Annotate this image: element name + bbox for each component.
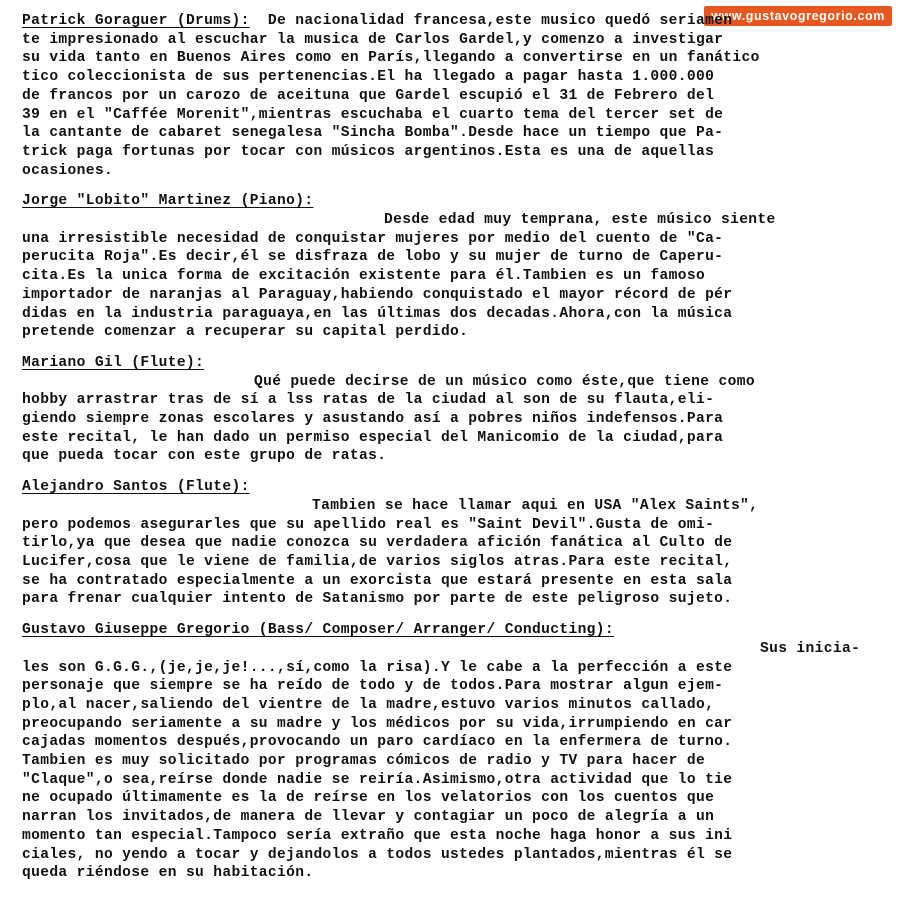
bio-section-alejandro <box>22 478 878 609</box>
website-watermark: www.gustavogregorio.com <box>704 6 892 26</box>
bio-line: cita.Es la unica forma de excitación existente para él.Tambien es un famoso <box>22 268 706 285</box>
bio-line: su vida tanto en Buenos Aires como en París,llegando a convertirse en un fanático <box>22 50 760 67</box>
bio-line: para frenar cualquier intento de Satanismo por parte de este peligroso sujeto. <box>22 591 733 608</box>
bio-line: ne ocupado últimamente es la de reírse en los velatorios con los cuentos que <box>22 790 715 807</box>
bio-heading-line <box>22 192 878 211</box>
bio-heading-line <box>22 621 878 640</box>
bio-line: que pueda tocar con este grupo de ratas. <box>22 448 387 465</box>
bio-line: cajadas momentos después,provocando un paro cardíaco en la enfermera de turno. <box>22 734 733 751</box>
bio-heading-gustavo: Gustavo Giuseppe Gregorio (Bass/ Composer/ Arranger/ Conducting): <box>22 622 614 639</box>
bio-heading-line <box>22 12 878 31</box>
bio-line: se ha contratado especialmente a un exorcista que estará presente en esta sala <box>22 572 733 589</box>
bio-line: didas en la industria paraguaya,en las últimas dos decadas.Ahora,con la música <box>22 305 733 322</box>
bio-heading-jorge: Jorge "Lobito" Martinez (Piano): <box>22 193 314 210</box>
bio-first-line: Desde edad muy temprana, este músico siente <box>384 212 776 229</box>
bio-line: pero podemos asegurarles que su apellido real es "Saint Devil".Gusta de omi- <box>22 516 715 533</box>
bio-line: ciales, no yendo a tocar y dejandolos a todos ustedes plantados,mientras él se <box>22 846 733 863</box>
bio-line: importador de naranjas al Paraguay,habiendo conquistado el mayor récord de pér <box>22 286 733 303</box>
bio-line: tico coleccionista de sus pertenencias.El ha llegado a pagar hasta 1.000.000 <box>22 69 715 86</box>
bio-line: les son G.G.G.,(je,je,je!...,sí,como la risa).Y le cabe a la perfección a este <box>22 659 733 676</box>
bio-line: este recital, le han dado un permiso especial del Manicomio de la ciudad,para <box>22 429 724 446</box>
bio-line: Lucifer,cosa que le viene de familia,de varios siglos atras.Para este recital, <box>22 553 733 570</box>
bio-first-line: Sus inicia- <box>760 640 861 657</box>
bio-line: momento tan especial.Tampoco sería extraño que esta noche haga honor a sus ini <box>22 827 733 844</box>
bio-line: perucita Roja".Es decir,él se disfraza de lobo y su mujer de turno de Caperu- <box>22 249 724 266</box>
bio-line: hobby arrastrar tras de sí a lss ratas de la ciudad al son de su flauta,eli- <box>22 392 715 409</box>
bio-line: tirlo,ya que desea que nadie conozca su verdadera afición fanática al Culto de <box>22 535 733 552</box>
bio-line: la cantante de cabaret senegalesa "Sincha Bomba".Desde hace un tiempo que Pa- <box>22 125 724 142</box>
bio-line: preocupando seriamente a su madre y los médicos por su vida,irrumpiendo en car <box>22 715 733 732</box>
bio-heading-patrick: Patrick Goraguer (Drums): <box>22 13 250 29</box>
bio-line: queda riéndose en su habitación. <box>22 865 314 882</box>
bio-line: Tambien es muy solicitado por programas cómicos de radio y TV para hacer de <box>22 753 706 770</box>
bio-line: trick paga fortunas por tocar con músicos argentinos.Esta es una de aquellas <box>22 143 715 160</box>
bio-section-patrick <box>22 12 878 180</box>
bio-section-mariano <box>22 354 878 466</box>
bio-heading-mariano: Mariano Gil (Flute): <box>22 354 205 371</box>
bio-line: narran los invitados,de manera de llevar y contagiar un poco de alegría a un <box>22 809 715 826</box>
bio-heading-line <box>22 354 878 373</box>
bio-first-line: Tambien se hace llamar aqui en USA "Alex Saints", <box>312 497 759 514</box>
bio-heading-alejandro: Alejandro Santos (Flute): <box>22 479 250 496</box>
bio-first-line: Qué puede decirse de un músico como éste,que tiene como <box>254 373 755 390</box>
bio-line: pretende comenzar a recuperar su capital perdido. <box>22 324 469 341</box>
bio-line: una irresistible necesidad de conquistar mujeres por medio del cuento de "Ca- <box>22 230 724 247</box>
bio-line: te impresionado al escuchar la musica de Carlos Gardel,y comenzo a investigar <box>22 31 724 48</box>
bio-line: de francos por un carozo de aceituna que Gardel escupió el 31 de Febrero del <box>22 87 715 104</box>
bio-heading-line <box>22 478 878 497</box>
bio-line: "Claque",o sea,reírse donde nadie se reiría.Asimismo,otra actividad que lo tie <box>22 771 733 788</box>
bio-line: ocasiones. <box>22 162 114 179</box>
bio-line: plo,al nacer,saliendo del vientre de la madre,estuvo varios minutos callado, <box>22 696 715 713</box>
bio-section-jorge <box>22 192 878 342</box>
bio-line: personaje que siempre se ha reído de todo y de todos.Para mostrar algun ejem- <box>22 678 724 695</box>
bio-section-gustavo <box>22 621 878 883</box>
bio-line: 39 en el "Caffée Morenit",mientras escuchaba el cuarto tema del tercer set de <box>22 106 724 123</box>
bio-first-line: De nacionalidad francesa,este musico quedó seriamen <box>249 13 733 29</box>
bio-line: giendo siempre zonas escolares y asustando así a pobres niños indefensos.Para <box>22 411 724 428</box>
